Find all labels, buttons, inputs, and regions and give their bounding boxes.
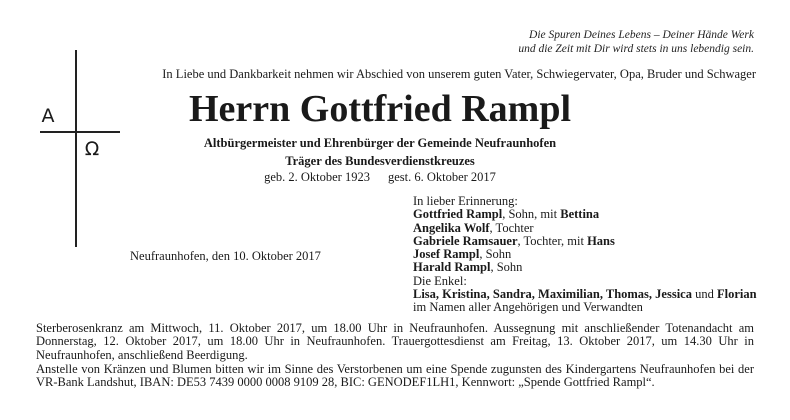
grandchildren-heading: Die Enkel: [413,273,467,288]
funeral-details: Sterberosenkranz am Mittwoch, 11. Oktober 2017, um 18.00 Uhr in Neufraunhofen. Aussegnung mit anschließender Totenandacht am Donnerstag, 12. Oktober 2017, um 18.00 Uhr in Neufraunhofen. Trauergottesdienst am Freitag, 13. Oktober 2017, um 14.30 Uhr in Neufraunhofen, anschließend Beerdigung. [36,321,754,362]
mourner-row: Angelika Wolf, Tochter [413,220,534,235]
mourner-row: Gottfried Rampl, Sohn, mit Bettina [413,207,600,222]
place-date: Neufraunhofen, den 10. Oktober 2017 [130,249,321,263]
cross-icon [75,50,77,247]
memory-list [413,195,763,315]
omega-symbol: Ω [84,138,100,160]
mourner-partner: Hans [587,233,615,248]
memory-closing: im Namen aller Angehörigen und Verwandten [413,300,643,315]
motto-line-2: und die Zeit mit Dir wird stets in uns lebendig sein. [518,43,754,55]
deceased-name: Herrn Gottfried Rampl [188,88,572,130]
mourner-name: Gabriele Ramsauer [413,233,518,248]
motto [394,28,754,56]
grandchildren-row: Lisa, Kristina, Sandra, Maximilian, Thomas, Jessica und Florian [413,287,757,302]
memory-heading: In lieber Erinnerung: [413,194,518,208]
cross-icon-bar [40,131,120,133]
mourner-row: Josef Rampl, Sohn [413,247,512,262]
mourner-name: Gottfried Rampl [413,207,503,222]
alpha-symbol: A [41,105,55,127]
mourner-name: Harald Rampl [413,260,491,275]
deceased-title-2: Träger des Bundesverdienstkreuzes [285,154,475,168]
life-dates [130,170,630,185]
birth-date: geb. 2. Oktober 1923 [264,170,370,184]
intro-text: In Liebe und Dankbarkeit nehmen wir Abschied von unserem guten Vater, Schwiegervater, Opa, Bruder und Schwager [162,67,756,81]
donation-request: Anstelle von Kränzen und Blumen bitten wir im Sinne des Verstorbenen um eine Spende zugunsten des Kindergartens Neufraunhofen bei der VR-Bank Landshut, IBAN: DE53 7439 0000 0008 9109 28, BIC: GENODEF1LH1, Kennwort: „Spende Gottfried Rampl“. [36,362,754,390]
grandchild-last: Florian [716,287,757,302]
mourner-row: Harald Rampl, Sohn [413,260,523,275]
mourner-partner: Bettina [560,207,600,222]
grandchildren-names: Lisa, Kristina, Sandra, Maximilian, Thomas, Jessica [413,287,692,302]
deceased-title-1: Altbürgermeister und Ehrenbürger der Gemeinde Neufraunhofen [203,136,557,150]
death-date: gest. 6. Oktober 2017 [387,170,496,184]
mourner-name: Josef Rampl [413,247,480,262]
mourner-row: Gabriele Ramsauer, Tochter, mit Hans [413,233,615,248]
mourner-name: Angelika Wolf [413,220,490,235]
motto-line-1: Die Spuren Deines Lebens – Deiner Hände Werk [529,29,754,41]
